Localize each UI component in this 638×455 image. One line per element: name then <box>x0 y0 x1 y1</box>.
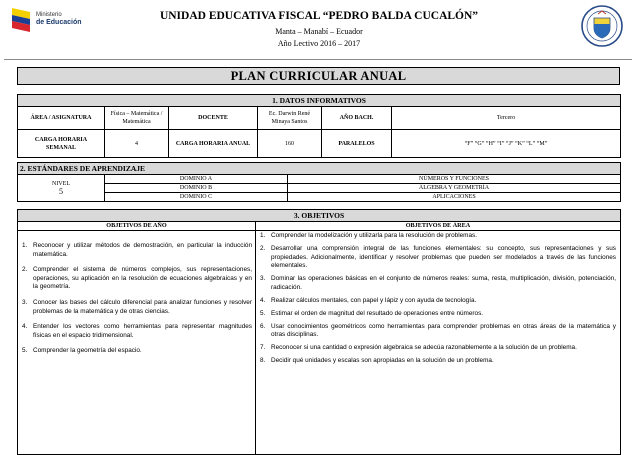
objective-number: 5. <box>260 309 266 317</box>
estandares-table <box>17 162 621 202</box>
ministry-line1: Ministerio <box>36 12 62 18</box>
objetivos-anio-cell <box>18 231 256 455</box>
objective-text: Reconocer y utilizar métodos de demostración, en particular la inducción matemática. <box>33 242 252 258</box>
objective-number: 3. <box>22 298 28 306</box>
objective-number: 2. <box>22 266 28 274</box>
objective-number: 4. <box>260 296 266 304</box>
carga-semanal-value: 4 <box>105 130 169 158</box>
objective-number: 1. <box>22 242 28 249</box>
dominio-name: DOMINIO A <box>105 175 288 184</box>
objetivos-anio-list <box>18 242 255 356</box>
paralelos-label: PARALELOS <box>322 130 392 158</box>
dominio-value: APLICACIONES <box>288 193 621 202</box>
nivel-value: 5 <box>59 187 63 196</box>
dominio-name: DOMINIO C <box>105 193 288 202</box>
objective-item <box>256 357 620 366</box>
school-title: UNIDAD EDUCATIVA FISCAL “PEDRO BALDA CUCALÓN” <box>159 10 479 22</box>
nivel-label: NIVEL <box>52 181 70 187</box>
nivel-cell <box>18 175 105 202</box>
header-divider <box>4 59 632 60</box>
objective-text: Dominar las operaciones básicas en el conjunto de números reales: suma, resta, multiplicación, división, potenciación, radicación. <box>271 275 616 291</box>
objective-item <box>256 310 620 319</box>
objective-item <box>256 275 620 292</box>
objective-text: Reconocer si una cantidad o expresión algebraica se adecúa razonablemente a la solución de un problema. <box>271 344 577 352</box>
anio-label: AÑO BACH. <box>322 107 392 130</box>
objective-item <box>256 297 620 306</box>
objective-text: Entender los vectores como herramientas para representar magnitudes físicas en el espacio tridimensional. <box>33 323 252 339</box>
carga-semanal-label: CARGA HORARIA SEMANAL <box>18 130 105 158</box>
objetivos-area-cell <box>256 231 621 455</box>
col-header-area: OBJETIVOS DE ÁREA <box>256 222 621 231</box>
objective-number: 1. <box>260 232 266 239</box>
objective-item <box>18 266 255 292</box>
objective-number: 8. <box>260 357 266 365</box>
objective-item <box>18 323 255 340</box>
dominio-name: DOMINIO B <box>105 184 288 193</box>
objective-number: 5. <box>22 347 28 355</box>
carga-anual-label: CARGA HORARIA ANUAL <box>169 130 258 158</box>
objective-item <box>256 232 620 241</box>
objective-item <box>18 242 255 259</box>
objective-text: Conocer las bases del cálculo diferencial para analizar funciones y resolver problemas de la matemática y de otras ciencias. <box>33 298 252 315</box>
objective-number: 3. <box>260 275 266 283</box>
section-title-estandares: 2. ESTÁNDARES DE APRENDIZAJE <box>18 163 621 175</box>
school-crest-icon <box>580 4 624 48</box>
section-title-objetivos: 3. OBJETIVOS <box>18 210 621 222</box>
objetivos-table <box>17 209 621 455</box>
ministry-logo <box>10 6 90 42</box>
school-year: Año Lectivo 2016 – 2017 <box>277 39 361 48</box>
col-header-anio: OBJETIVOS DE AÑO <box>18 222 256 231</box>
objective-text: Comprender la modelización y utilizarla para la resolución de problemas. <box>271 232 478 239</box>
plan-title: PLAN CURRICULAR ANUAL <box>17 67 620 85</box>
docente-label: DOCENTE <box>169 107 258 130</box>
carga-anual-value: 160 <box>258 130 322 158</box>
area-value: Física – Matemática / Matemática <box>105 107 169 130</box>
objective-number: 2. <box>260 244 266 252</box>
objective-number: 7. <box>260 344 266 352</box>
objective-text: Estimar el orden de magnitud del resultado de operaciones entre números. <box>271 309 484 317</box>
paralelos-value: “F” “G” “H” “I” “J” “K” “L” “M” <box>392 130 621 158</box>
dominio-value: ÁLGEBRA Y GEOMETRÍA <box>288 184 621 193</box>
datos-informativos-table <box>17 94 621 158</box>
objective-text: Comprender la geometría del espacio. <box>33 347 142 355</box>
ministry-line2: de Educación <box>36 19 82 26</box>
objective-text: Desarrollar una comprensión integral de las funciones elementales: su concepto, sus representaciones y sus propiedades. Adicionalmente, identificar y resolver problemas que pueden ser modelados a través de las funciones elementales. <box>271 244 616 270</box>
objetivos-area-list <box>256 232 620 366</box>
area-label: ÁREA / ASIGNATURA <box>18 107 105 130</box>
objective-text: Decidir qué unidades y escalas son apropiadas en la solución de un problema. <box>271 357 494 365</box>
objective-text: Realizar cálculos mentales, con papel y lápiz y con ayuda de tecnología. <box>271 296 477 304</box>
objective-number: 6. <box>260 322 266 330</box>
dominio-value: NÚMEROS Y FUNCIONES <box>288 175 621 184</box>
objective-item <box>18 299 255 316</box>
objective-item <box>256 344 620 353</box>
anio-value: Tercero <box>392 107 621 130</box>
objective-number: 4. <box>22 323 28 331</box>
docente-value: Ec. Darwin René Minaya Santos <box>258 107 322 130</box>
ecuador-flag-icon <box>10 6 32 36</box>
objective-item <box>18 347 255 356</box>
objective-item <box>256 245 620 271</box>
objective-text: Usar conocimientos geométricos como herramientas para comprender problemas en otras áreas de la matemática y otras disciplinas. <box>271 322 616 339</box>
section-title-datos: 1. DATOS INFORMATIVOS <box>18 95 621 107</box>
objective-item <box>256 323 620 340</box>
school-location: Manta – Manabí – Ecuador <box>275 27 363 36</box>
objective-text: Comprender el sistema de números complejos, sus representaciones, operaciones, su aplicación en la resolución de ecuaciones algebraicas y en la geometría. <box>33 266 252 291</box>
